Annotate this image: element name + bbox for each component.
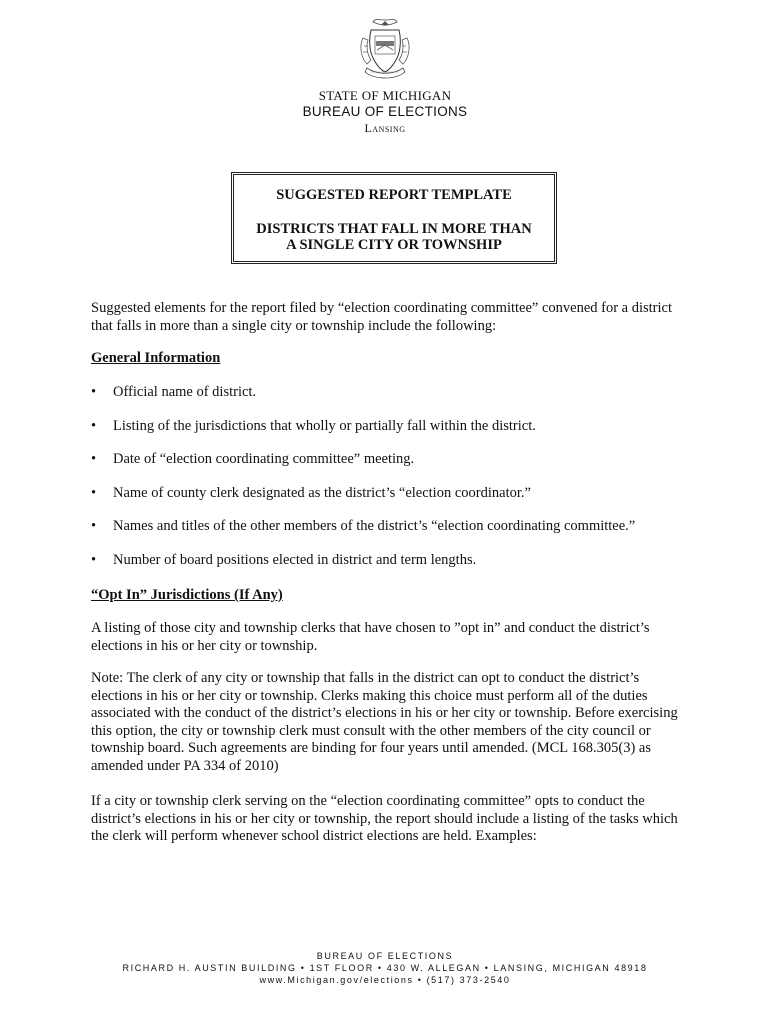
city-name: Lansing	[364, 121, 406, 135]
opt-in-paragraph: A listing of those city and township clerks that have chosen to ”opt in” and conduct the district’s elections in his or her city or township.	[91, 620, 650, 654]
note-paragraph: Note: The clerk of any city or township that falls in the district can opt to conduct the district’s elections in his or her city or township. Clerks making this choice must perform all of the duties associated with the conduct of the district’s elections in his or her city or township. Before exercising this option, the city or township clerk must consult with the other members of the city council or township board. Such agreements are binding for four years until amended. (MCL 168.305(3) as amended under PA 334 of 2010)	[91, 670, 678, 774]
list-item: • Name of county clerk designated as the district’s “election coordinator.”	[91, 484, 531, 501]
list-item: • Official name of district.	[91, 384, 257, 400]
title-line-2: DISTRICTS THAT FALL IN MORE THAN	[256, 221, 532, 237]
general-information-list	[91, 384, 691, 585]
bullet-icon: •	[91, 384, 97, 400]
title-line-1: SUGGESTED REPORT TEMPLATE	[276, 187, 512, 203]
bullet-icon: •	[91, 551, 97, 568]
state-name: STATE OF MICHIGAN	[318, 88, 452, 103]
list-item: • Listing of the jurisdictions that wholly or partially fall within the district.	[91, 417, 536, 434]
footer-address: RICHARD H. AUSTIN BUILDING • 1ST FLOOR • 430 W. ALLEGAN • LANSING, MICHIGAN 48918	[122, 963, 648, 973]
title-box	[231, 172, 557, 264]
list-item: • Date of “election coordinating committee” meeting.	[91, 451, 415, 467]
list-item: • Names and titles of the other members of the district’s “election coordinating committee.”	[91, 518, 636, 534]
bullet-icon: •	[91, 451, 97, 467]
intro-paragraph: Suggested elements for the report filed by “election coordinating committee” convened for a district that falls in more than a single city or township include the following:	[91, 300, 673, 334]
bullet-icon: •	[91, 484, 97, 501]
tasks-paragraph: If a city or township clerk serving on the “election coordinating committee” opts to conduct the district’s elections in his or her city or township, the report should include a listing of the tasks which the clerk will perform whenever school district elections are held. Examples:	[91, 793, 678, 844]
bullet-icon: •	[91, 518, 97, 534]
bullet-icon: •	[91, 417, 97, 434]
list-item: • Number of board positions elected in district and term lengths.	[91, 551, 477, 568]
general-information-heading: General Information	[91, 350, 221, 366]
footer-contact: www.Michigan.gov/elections • (517) 373-2540	[259, 975, 511, 985]
opt-in-heading: “Opt In” Jurisdictions (If Any)	[91, 587, 283, 603]
bureau-name: BUREAU OF ELECTIONS	[302, 104, 468, 119]
state-seal-icon	[355, 16, 415, 84]
title-line-3: A SINGLE CITY OR TOWNSHIP	[286, 237, 502, 253]
footer-bureau: BUREAU OF ELECTIONS	[316, 951, 454, 961]
